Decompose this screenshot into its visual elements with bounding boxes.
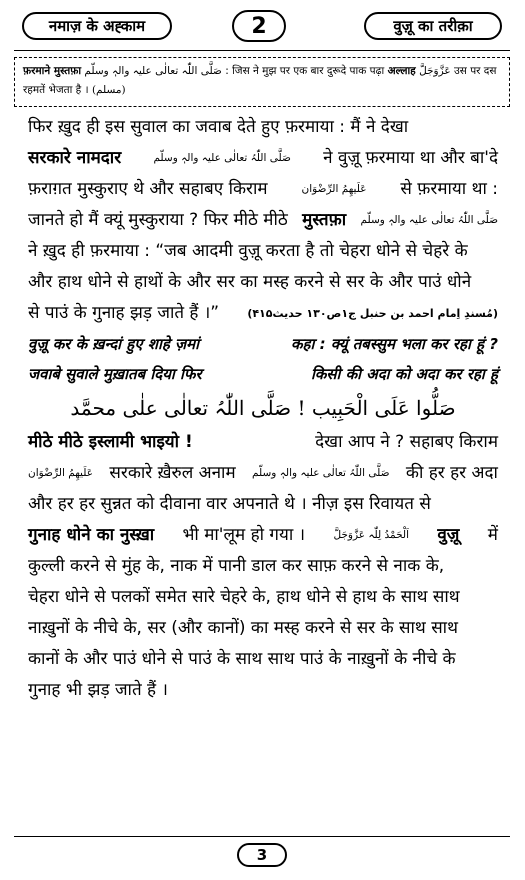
- header-chapter-title: वुज़ू का तरीक़ा: [364, 12, 502, 40]
- hadith-end: उस पर दस: [454, 65, 497, 77]
- para2-line-4: [28, 520, 498, 551]
- azza-arabic: عَزَّوَجَلَّ: [419, 65, 451, 77]
- para2-line-8: कानों के और पाउं धोने से पाउं के साथ साथ पाउं के नाख़ुनों के नीचे के: [28, 649, 456, 669]
- gunah-nuskha: गुनाह धोने का नुस्ख़ा: [28, 525, 155, 545]
- poem-2b: किसी की अदा को अदा कर रहा हूं: [310, 365, 498, 383]
- para1-line-6: और हाथ धोने से हाथों के और सर का मस्ह करने से सर के और पाउं धोने: [28, 272, 472, 292]
- salutation-arabic: صَلَّی اللّٰہُ تعالٰی علیہ والہٖ وسلّم: [360, 214, 498, 226]
- salutation-arabic: صَلَّی اللّٰہُ تعالٰی علیہ والہٖ وسلّم: [252, 467, 390, 479]
- para1-line-2: [28, 143, 498, 174]
- para1-line-4-a: जानते हो मैं क्यूं मुस्कुराया ? फिर मीठे मीठे: [28, 210, 288, 230]
- poem-line-2: [28, 359, 498, 389]
- hadith-text: : जिस ने मुझ पर एक बार दुरूदे पाक पढ़ा: [225, 65, 385, 77]
- hadith-allah: अल्लाह: [387, 65, 416, 77]
- para2-line-9: गुनाह भी झड़ जाते हैं ।: [28, 680, 168, 700]
- para1-line-7-text: से पाउं के गुनाह झड़ जाते हैं ।”: [28, 303, 220, 323]
- hadith-line-2: [23, 81, 501, 100]
- hadith-text-2: रहमतें भेजता है ।: [23, 84, 89, 96]
- para2-line-1: [28, 427, 498, 458]
- mustafa: मुस्तफ़ा: [302, 210, 347, 230]
- para1-line-2-rest: ने वुज़ू फ़रमाया था और बा'दे: [323, 148, 498, 168]
- wuzu-word: वुज़ू: [437, 525, 460, 545]
- para1-line-5: ने ख़ुद ही फ़रमाया : “जब आदमी वुज़ू करता है तो चेहरा धोने से चेहरे के: [28, 241, 468, 261]
- para2-line-6: चेहरा धोने से पलकों समेत सारे चेहरे के, हाथ धोने से हाथ के साथ साथ: [28, 587, 460, 607]
- para1-line-3-b: से फ़रमाया था :: [400, 179, 498, 199]
- hadith-box: [14, 57, 510, 107]
- hadith-label: फ़रमाने मुस्तफ़ा: [23, 65, 82, 77]
- hadith-line-1: [23, 62, 501, 81]
- poem-1b: कहा : क्यूं तबस्सुम भला कर रहा हूं ?: [291, 335, 498, 353]
- para2-line-2-end: की हर हर अदा: [405, 463, 498, 483]
- para2-line-2: [28, 458, 498, 489]
- para2-line-1-rest: देखा आप ने ? सहाबए किराम: [315, 432, 498, 452]
- para1-line-3-a: फ़राग़त मुस्कुराए थे और सहाबए किराम: [28, 179, 268, 199]
- main-text: [28, 112, 498, 706]
- islami-bhaiyo: मीठे मीठे इस्लामी भाइयो !: [28, 432, 193, 452]
- para1-line-7: [28, 298, 498, 329]
- para2-line-3: और हर हर सुन्नत को दीवाना वार अपनाते थे । नीज़ इस रिवायत से: [28, 494, 431, 514]
- ridwan-arabic: عَلَیھِمُ الرِّضْوَان: [301, 183, 367, 195]
- header-page-number: 2: [232, 10, 286, 42]
- salutation-arabic: صَلَّی اللّٰہ تعالٰی علیہ والہٖ وسلّم: [84, 65, 222, 77]
- header-rule: [14, 50, 510, 51]
- salutation-arabic: صَلَّی اللّٰہُ تعالٰی علیہ والہٖ وسلّم: [153, 152, 291, 164]
- sarkar-khairul-anam: सरकारे ख़ैरुल अनाम: [109, 463, 236, 483]
- para2-line-4-end: में: [487, 525, 498, 545]
- para1-line-3: [28, 174, 498, 205]
- sarkar-namdar: सरकारे नामदार: [28, 148, 122, 168]
- poem-2a: जवाबे सुवाले मुख़ातब दिया फिर: [28, 365, 202, 383]
- salat-calligraphy: صَلُّوا عَلَی الْحَبِیب ! صَلَّی اللّٰہُ تعالٰی علٰی محمَّد: [70, 396, 456, 420]
- alhamdulillah-arabic: اَلْحَمْدُ لِلّٰہ عَزَّوَجَلَّ: [333, 529, 410, 541]
- para1-line-4: [28, 205, 498, 236]
- ridwan-arabic: عَلَیھِمُ الرِّضْوَان: [28, 467, 93, 479]
- para2-line-4-text: भी मा'लूम हो गया ।: [182, 525, 306, 545]
- para1-line-1: फिर ख़ुद ही इस सुवाल का जवाब देते हुए फ़रमाया : मैं ने देखा: [28, 117, 409, 137]
- poem-1a: वुज़ू कर के ख़न्दां हुए शाहे ज़मां: [28, 335, 200, 353]
- citation: (مُسندِ اِمام احمد بن حنبل ج۱ص۱۳۰ حدیث۴۱۵): [247, 307, 498, 320]
- poem-line-1: [28, 329, 498, 359]
- hadith-source: (مسلم): [91, 84, 126, 96]
- footer-rule: [14, 836, 510, 837]
- para2-line-7: नाख़ुनों के नीचे के, सर (और कानों) का मस्ह करने से सर के साथ साथ: [28, 618, 458, 638]
- header-book-title: नमाज़ के अह्काम: [22, 12, 172, 40]
- para2-line-5: कुल्ली करने से मुंह के, नाक में पानी डाल कर साफ़ करने से नाक के,: [28, 556, 445, 576]
- footer-page-number: 3: [237, 843, 287, 867]
